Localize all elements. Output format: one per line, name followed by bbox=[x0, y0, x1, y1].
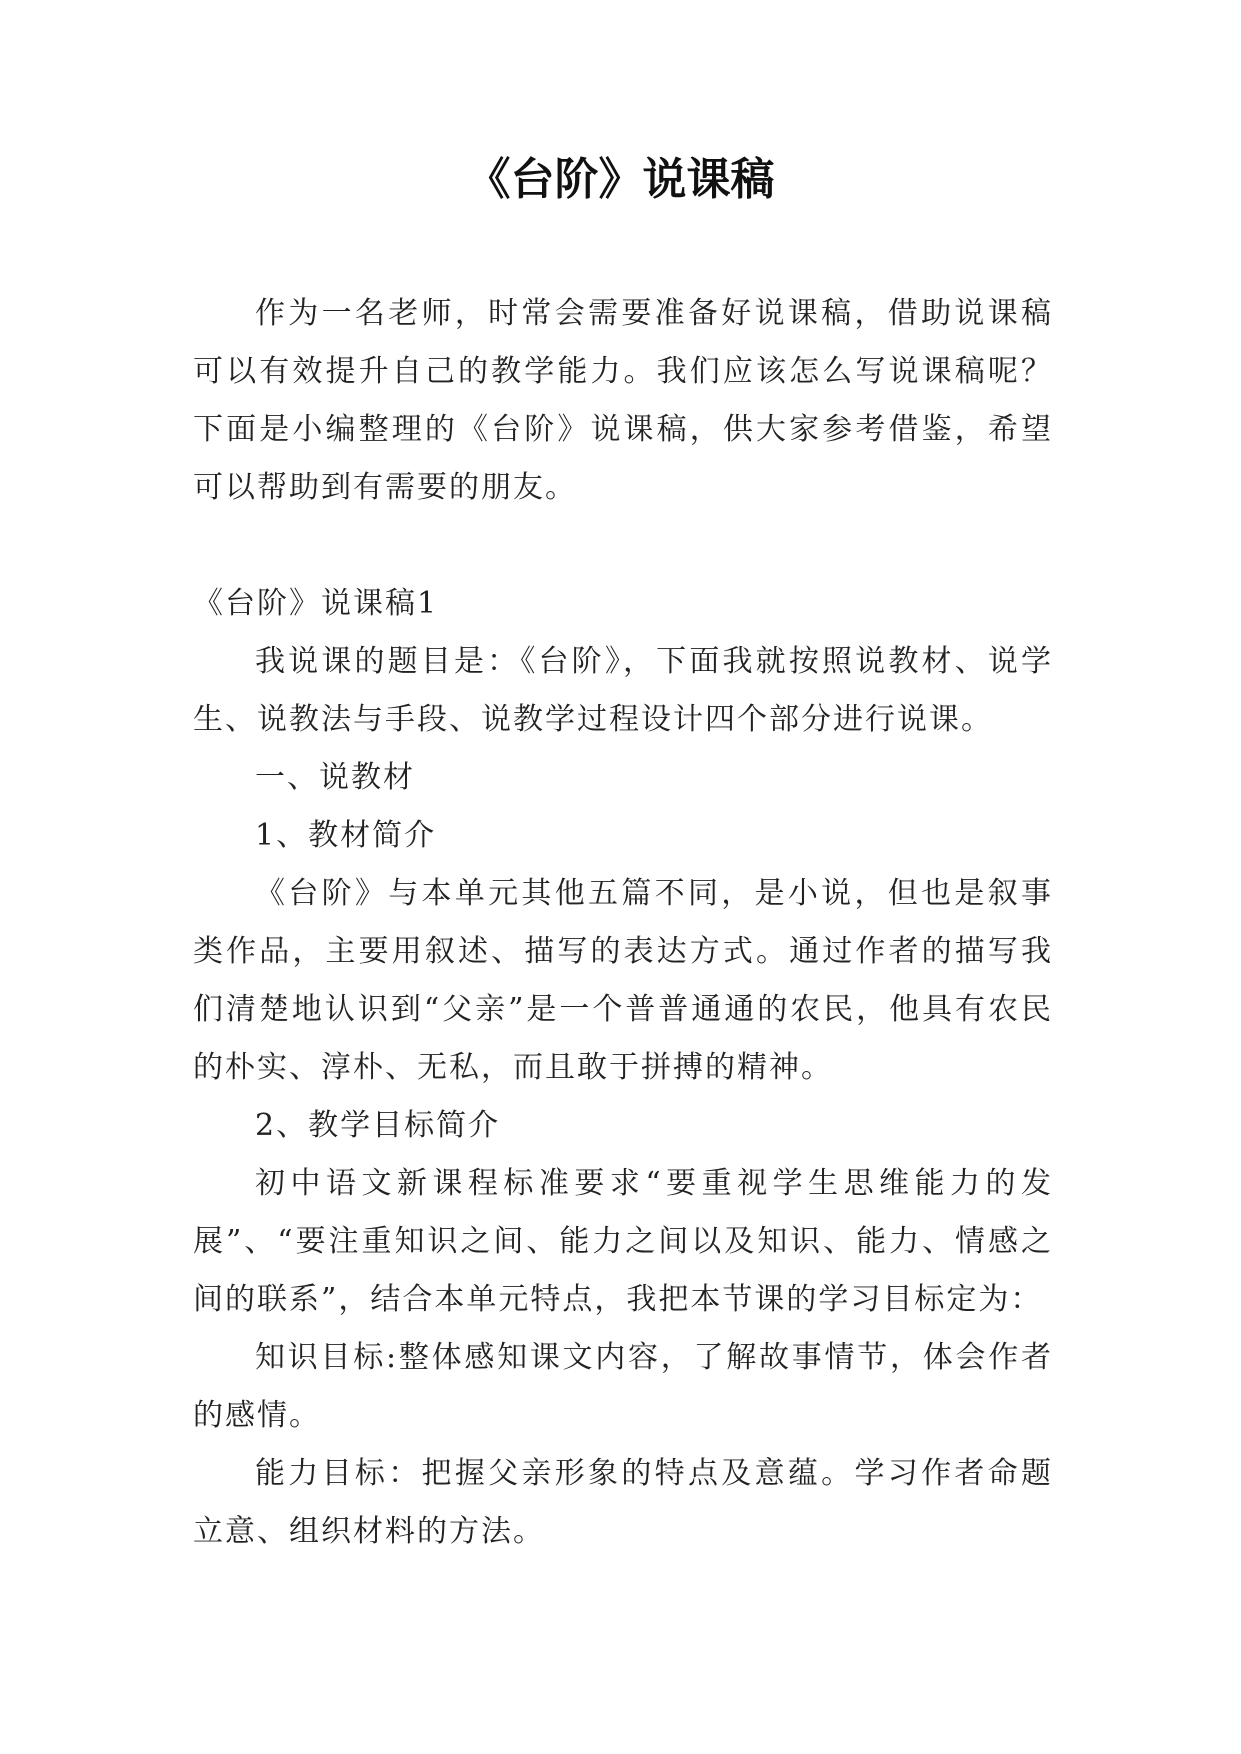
document-body bbox=[193, 285, 1053, 1561]
document-title: 《台阶》说课稿 bbox=[466, 154, 775, 205]
paragraph-ability-goal: 能力目标：把握父亲形象的特点及意蕴。学习作者命题立意、组织材料的方法。 bbox=[193, 1456, 1053, 1549]
paragraph-knowledge-goal: 知识目标:整体感知课文内容，了解故事情节，体会作者的感情。 bbox=[193, 1340, 1053, 1433]
heading-textbook-intro: 1、教材简介 bbox=[255, 818, 437, 853]
heading-teaching-goals: 2、教学目标简介 bbox=[255, 1108, 501, 1143]
heading-textbook: 一、说教材 bbox=[255, 760, 415, 795]
paragraph-curriculum-standard: 初中语文新课程标准要求“要重视学生思维能力的发展”、“要注重知识之间、能力之间以及知识、能力、情感之间的联系”，结合本单元特点，我把本节课的学习目标定为： bbox=[193, 1166, 1053, 1317]
paragraph-textbook-intro: 《台阶》与本单元其他五篇不同，是小说，但也是叙事类作品，主要用叙述、描写的表达方式。通过作者的描写我们清楚地认识到“父亲”是一个普普通通的农民，他具有农民的朴实、淳朴、无私，而且敢于拼搏的精神。 bbox=[193, 876, 1053, 1085]
intro-paragraph: 作为一名老师，时常会需要准备好说课稿，借助说课稿可以有效提升自己的教学能力。我们应该怎么写说课稿呢？下面是小编整理的《台阶》说课稿，供大家参考借鉴，希望可以帮助到有需要的朋友。 bbox=[193, 296, 1053, 505]
section-heading: 《台阶》说课稿1 bbox=[193, 586, 439, 621]
paragraph-topic: 我说课的题目是：《台阶》，下面我就按照说教材、说学生、说教法与手段、说教学过程设计四个部分进行说课。 bbox=[193, 644, 1053, 737]
spacer bbox=[193, 517, 1053, 575]
